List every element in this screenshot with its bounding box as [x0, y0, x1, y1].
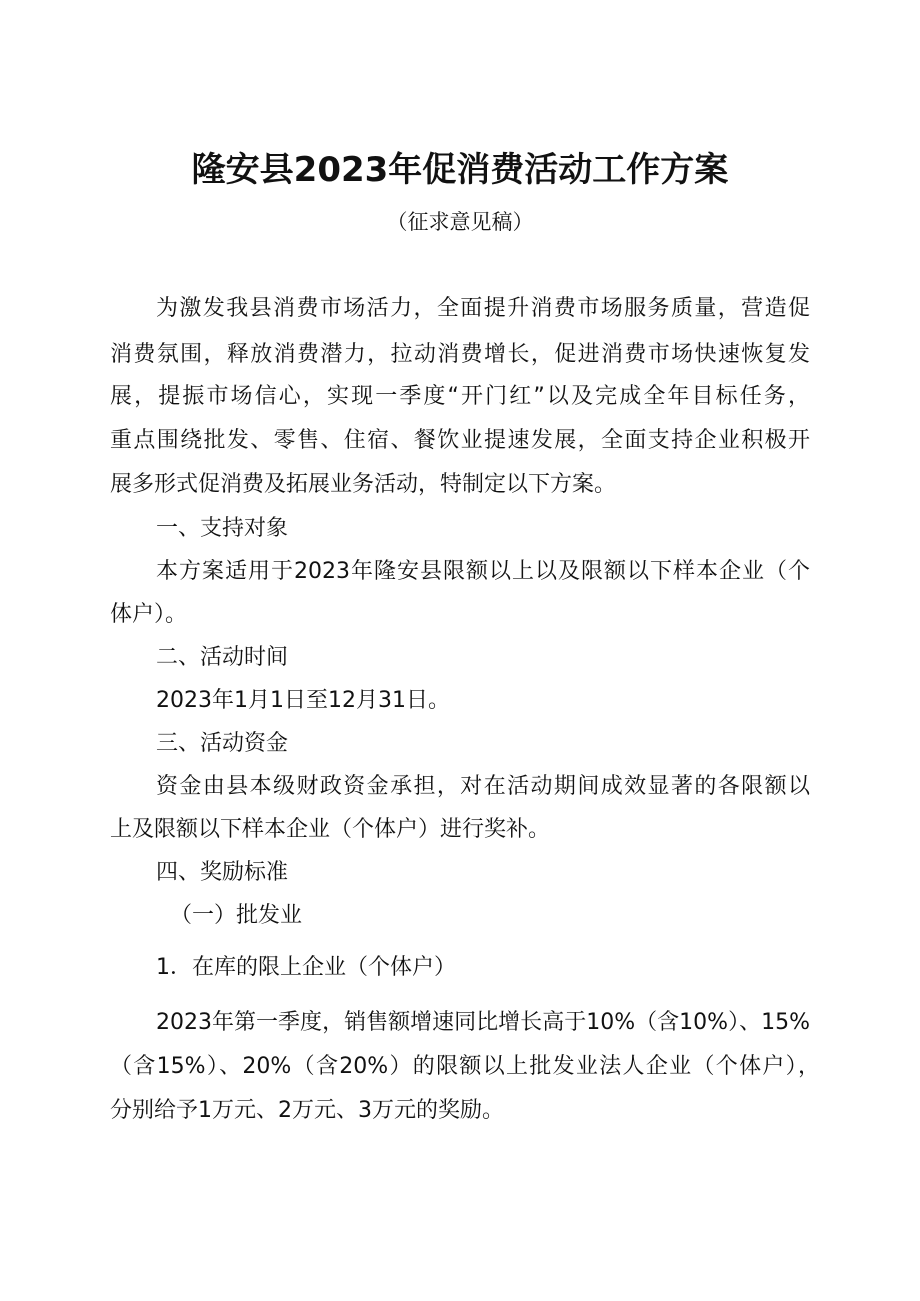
document-title: 隆安县2023年促消费活动工作方案 — [191, 150, 729, 190]
section1-line-2: 体户）。 — [110, 602, 188, 627]
item1-line-2: （含15%）、20%（含20%）的限额以上批发业法人企业（个体户）， — [110, 1054, 820, 1079]
item1-line-3: 分别给予1万元、2万元、3万元的奖励。 — [110, 1098, 504, 1123]
subsection1-heading: （一）批发业 — [170, 903, 303, 928]
item1-line-1: 2023年第一季度，销售额增速同比增长高于10%（含10%）、15% — [156, 1010, 810, 1035]
section4-heading: 四、奖励标准 — [156, 860, 289, 885]
intro-line-2: 消费氛围，释放消费潜力，拉动消费增长，促进消费市场快速恢复发 — [110, 342, 810, 367]
section1-line-1: 本方案适用于2023年隆安县限额以上以及限额以下样本企业（个 — [156, 559, 810, 584]
item1-heading: 1．在库的限上企业（个体户） — [156, 955, 456, 980]
intro-line-4: 重点围绕批发、零售、住宿、餐饮业提速发展，全面支持企业积极开 — [110, 428, 810, 453]
intro-line-1: 为激发我县消费市场活力，全面提升消费市场服务质量，营造促 — [156, 296, 810, 321]
section3-line-1: 资金由县本级财政资金承担，对在活动期间成效显著的各限额以 — [156, 774, 810, 799]
intro-line-3: 展，提振市场信心，实现一季度“开门红”以及完成全年目标任务， — [110, 384, 810, 409]
section3-heading: 三、活动资金 — [156, 731, 289, 756]
section1-heading: 一、支持对象 — [156, 516, 289, 541]
section3-line-2: 上及限额以下样本企业（个体户）进行奖补。 — [110, 817, 551, 842]
intro-line-5: 展多形式促消费及拓展业务活动，特制定以下方案。 — [110, 472, 617, 497]
section2-text: 2023年1月1日至12月31日。 — [156, 688, 450, 713]
document-subtitle: （征求意见稿） — [386, 210, 534, 234]
section2-heading: 二、活动时间 — [156, 645, 289, 670]
